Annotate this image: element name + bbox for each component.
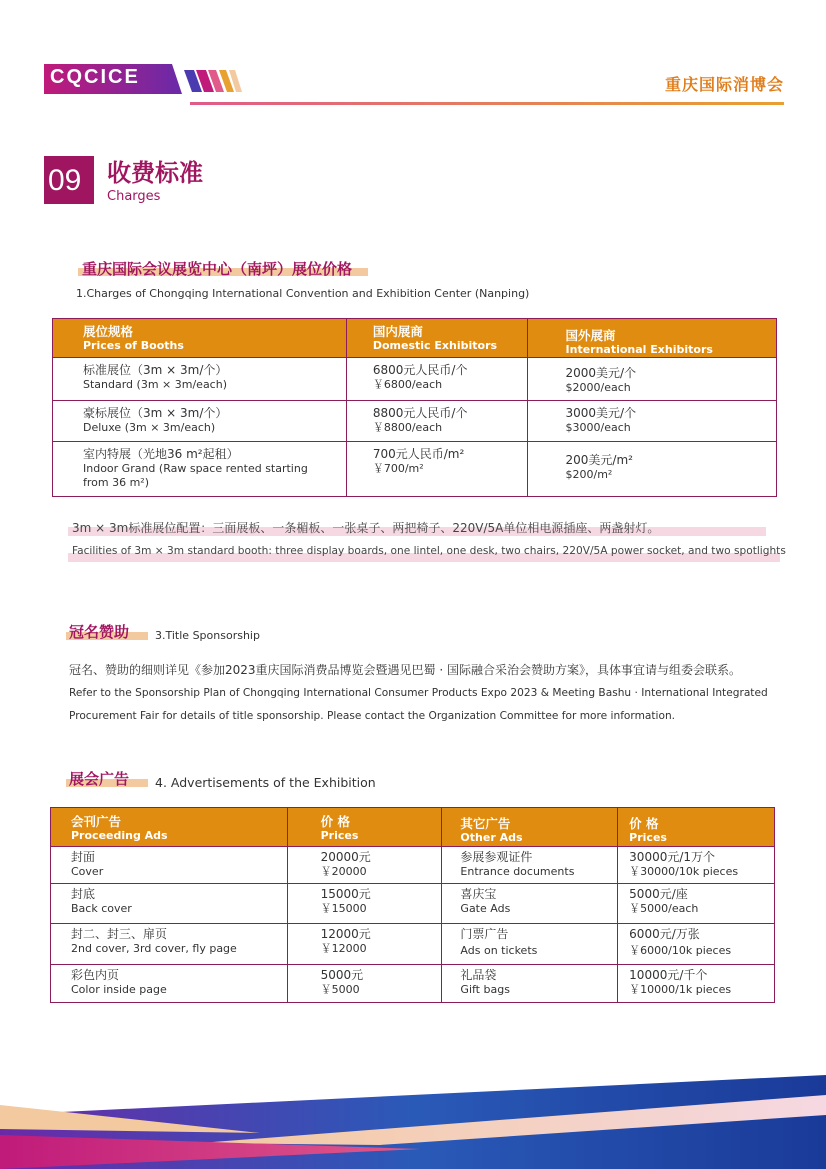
table-header-cell: 价 格 Prices	[287, 808, 442, 847]
header-title: 重庆国际消博会	[664, 75, 784, 94]
table-cell: 200美元/m² $200/m²	[527, 442, 776, 497]
table-cell: 门票广告 Ads on tickets	[442, 924, 618, 965]
table-cell: 2000美元/个 $2000/each	[527, 358, 776, 401]
table-cell: 5000元/座 ￥5000/each	[618, 884, 775, 924]
table-cell: 封二、封三、扉页 2nd cover, 3rd cover, fly page	[51, 924, 288, 965]
table-cell: 10000元/千个 ￥10000/1k pieces	[618, 965, 775, 1003]
section-subtitle: Charges	[107, 189, 161, 204]
table-cell: 30000元/1万个 ￥30000/10k pieces	[618, 847, 775, 884]
header-divider	[190, 102, 784, 105]
table-cell: 8800元人民币/个 ￥8800/each	[346, 401, 527, 442]
table-header-row	[53, 319, 777, 358]
table-row	[51, 884, 775, 924]
table-header-cell: 会刊广告 Proceeding Ads	[51, 808, 288, 847]
table-cell: 封底 Back cover	[51, 884, 288, 924]
booth-note-en: Facilities of 3m × 3m standard booth: three display boards, one lintel, one desk, two chairs, 220V/5A power socket, and two spotlights	[72, 545, 786, 557]
table-cell: 礼品袋 Gift bags	[442, 965, 618, 1003]
sponsor-paragraph-en: Procurement Fair for details of title sponsorship. Please contact the Organization Committee for more information.	[69, 710, 676, 722]
section-number-box	[44, 156, 94, 204]
table-cell: 15000元 ￥15000	[287, 884, 442, 924]
section-number: 09	[48, 164, 82, 197]
table-row	[53, 358, 777, 401]
table-header-cell: 其它广告 Other Ads	[442, 808, 618, 847]
table-row	[51, 924, 775, 965]
logo-text: CQCICE	[50, 66, 140, 88]
table-cell: 6000元/万张 ￥6000/10k pieces	[618, 924, 775, 965]
table-row	[53, 401, 777, 442]
table-cell: 标准展位（3m × 3m/个） Standard (3m × 3m/each)	[53, 358, 347, 401]
ads-heading: 展会广告	[69, 770, 130, 788]
section-title: 收费标准	[107, 159, 203, 187]
table-cell: 豪标展位（3m × 3m/个） Deluxe (3m × 3m/each)	[53, 401, 347, 442]
table-cell: 封面 Cover	[51, 847, 288, 884]
table-cell: 3000美元/个 $3000/each	[527, 401, 776, 442]
sponsor-heading: 冠名赞助	[69, 623, 130, 641]
table-cell: 700元人民币/m² ￥700/m²	[346, 442, 527, 497]
table-cell: 6800元人民币/个 ￥6800/each	[346, 358, 527, 401]
table-cell: 喜庆宝 Gate Ads	[442, 884, 618, 924]
sponsor-paragraph-en: Refer to the Sponsorship Plan of Chongqing International Consumer Products Expo 2023 & Meeting Bashu · International Integrated	[69, 687, 768, 699]
table-cell: 彩色内页 Color inside page	[51, 965, 288, 1003]
table-cell: 20000元 ￥20000	[287, 847, 442, 884]
ads-price-table	[50, 807, 775, 1003]
table-cell: 参展参观证件 Entrance documents	[442, 847, 618, 884]
table-row	[51, 847, 775, 884]
booth-heading: 重庆国际会议展览中心（南坪）展位价格	[82, 260, 353, 278]
table-row	[53, 442, 777, 497]
table-cell: 5000元 ￥5000	[287, 965, 442, 1003]
table-header-cell: 价 格 Prices	[618, 808, 775, 847]
sponsor-heading-en: 3.Title Sponsorship	[155, 629, 260, 642]
booth-note-cn: 3m × 3m标准展位配置：三面展板、一条楣板、一张桌子、两把椅子、220V/5A单位相电源插座、两盏射灯。	[72, 521, 660, 535]
booth-price-table	[52, 318, 777, 497]
booth-heading-en: 1.Charges of Chongqing International Convention and Exhibition Center (Nanping)	[76, 287, 530, 300]
table-row	[51, 965, 775, 1003]
table-cell: 12000元 ￥12000	[287, 924, 442, 965]
table-header-cell: 国内展商 Domestic Exhibitors	[346, 319, 527, 358]
footer-decoration	[0, 1075, 826, 1169]
sponsor-paragraph-cn: 冠名、赞助的细则详见《参加2023重庆国际消费品博览会暨遇见巴蜀 · 国际融合采治会赞助方案》，具体事宜请与组委会联系。	[69, 663, 741, 677]
table-cell: 室内特展（光地36 m²起租） Indoor Grand (Raw space rented starting from 36 m²)	[53, 442, 347, 497]
table-header-row	[51, 808, 775, 847]
table-header-cell: 展位规格 Prices of Booths	[53, 319, 347, 358]
table-header-cell: 国外展商 International Exhibitors	[527, 319, 776, 358]
ads-heading-en: 4. Advertisements of the Exhibition	[155, 775, 376, 790]
